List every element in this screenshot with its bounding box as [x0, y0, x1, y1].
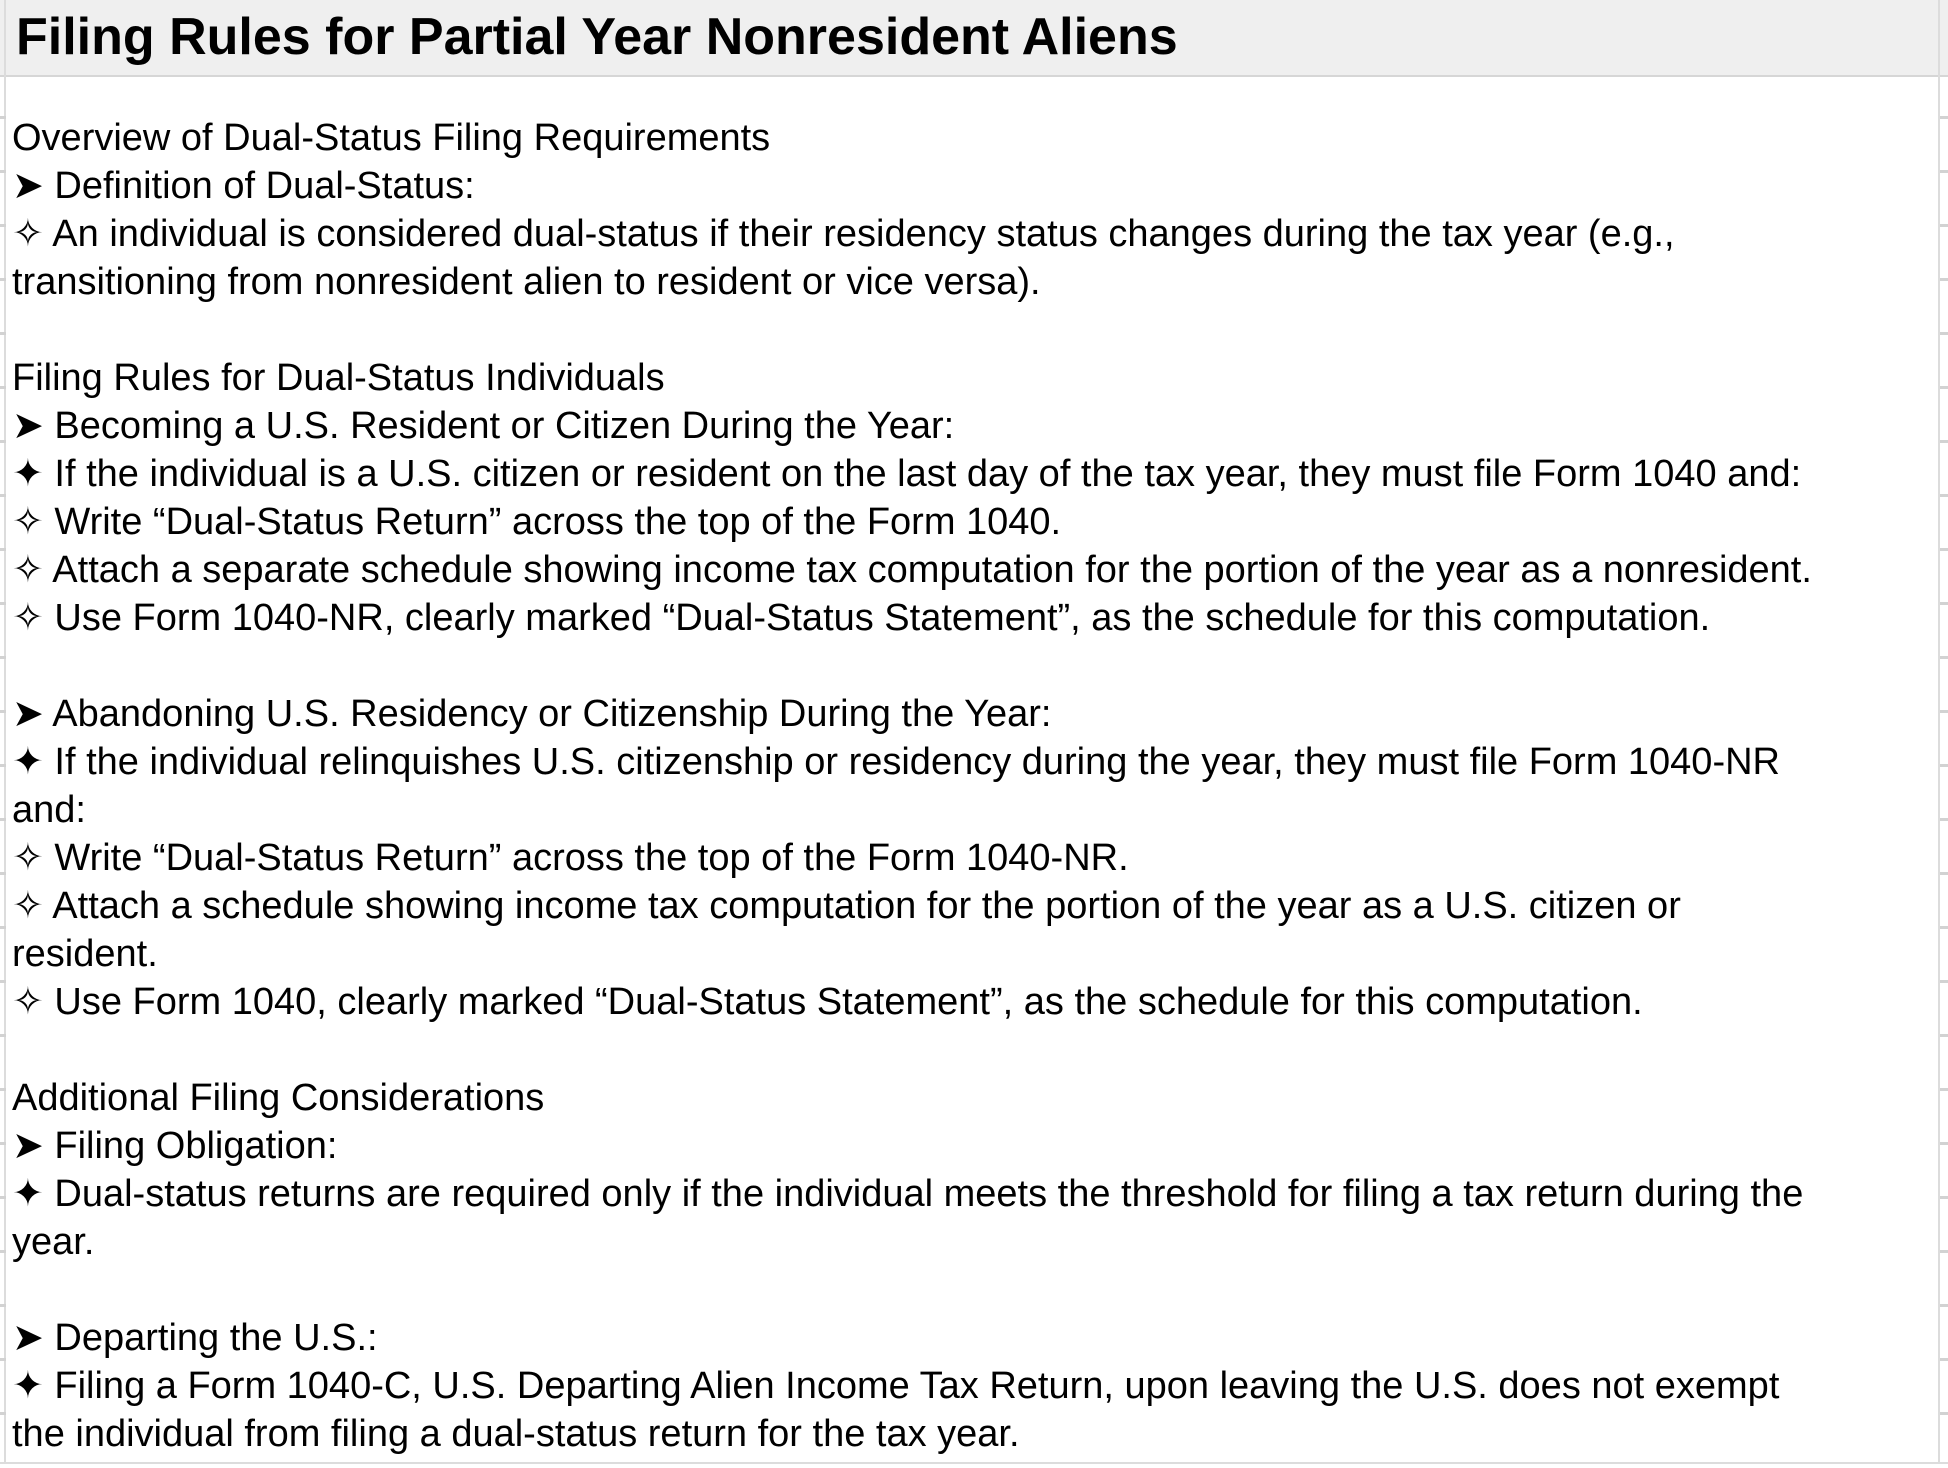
text-line: the individual from filing a dual-status return for the tax year. — [12, 1413, 1020, 1455]
text-line: resident. — [12, 933, 158, 975]
text-line: Additional Filing Considerations — [12, 1077, 545, 1119]
text-line: ✧ Write “Dual-Status Return” across the top of the Form 1040-NR. — [12, 837, 1129, 879]
blank-line — [12, 1266, 1942, 1314]
text-line: transitioning from nonresident alien to resident or vice versa). — [12, 261, 1041, 303]
text-line: ✧ Attach a separate schedule showing income tax computation for the portion of the year as a nonresident. — [12, 549, 1812, 591]
text-line: ✦ If the individual is a U.S. citizen or resident on the last day of the tax year, they must file Form 1040 and: — [12, 453, 1802, 495]
blank-line — [12, 1026, 1942, 1074]
text-line: ✧ An individual is considered dual-status if their residency status changes during the tax year (e.g., — [12, 213, 1675, 255]
text-line: ✦ Dual-status returns are required only if the individual meets the threshold for filing a tax return during the — [12, 1173, 1804, 1215]
title-cell[interactable] — [0, 0, 1948, 77]
text-line: ✧ Use Form 1040-NR, clearly marked “Dual-Status Statement”, as the schedule for this computation. — [12, 597, 1711, 639]
text-line: year. — [12, 1221, 95, 1263]
row-tick-marks-right — [1940, 79, 1948, 1462]
text-line: and: — [12, 789, 86, 831]
blank-line — [12, 642, 1942, 690]
text-line: ✧ Write “Dual-Status Return” across the top of the Form 1040. — [12, 501, 1062, 543]
row-tick-marks-left — [0, 79, 6, 1462]
text-line: ➤ Abandoning U.S. Residency or Citizenship During the Year: — [12, 693, 1052, 735]
page-title: Filing Rules for Partial Year Nonresident Aliens — [16, 8, 1178, 66]
blank-line — [12, 306, 1942, 354]
text-line: ➤ Becoming a U.S. Resident or Citizen During the Year: — [12, 405, 955, 447]
text-line: ✧ Attach a schedule showing income tax computation for the portion of the year as a U.S. citizen or — [12, 885, 1681, 927]
text-line: ✦ If the individual relinquishes U.S. citizenship or residency during the year, they must file Form 1040-NR — [12, 741, 1780, 783]
text-line: Filing Rules for Dual-Status Individuals — [12, 357, 665, 399]
grid-line-bottom — [0, 1462, 1948, 1464]
text-line: ✧ Use Form 1040, clearly marked “Dual-Status Statement”, as the schedule for this computation. — [12, 981, 1643, 1023]
text-line: ➤ Definition of Dual-Status: — [12, 165, 475, 207]
text-line: Overview of Dual-Status Filing Requirements — [12, 117, 771, 159]
document-content-cell[interactable] — [12, 79, 1942, 1458]
text-line: ➤ Departing the U.S.: — [12, 1317, 378, 1359]
text-line: ✦ Filing a Form 1040-C, U.S. Departing Alien Income Tax Return, upon leaving the U.S. does not exempt — [12, 1365, 1780, 1407]
text-line: ➤ Filing Obligation: — [12, 1125, 338, 1167]
